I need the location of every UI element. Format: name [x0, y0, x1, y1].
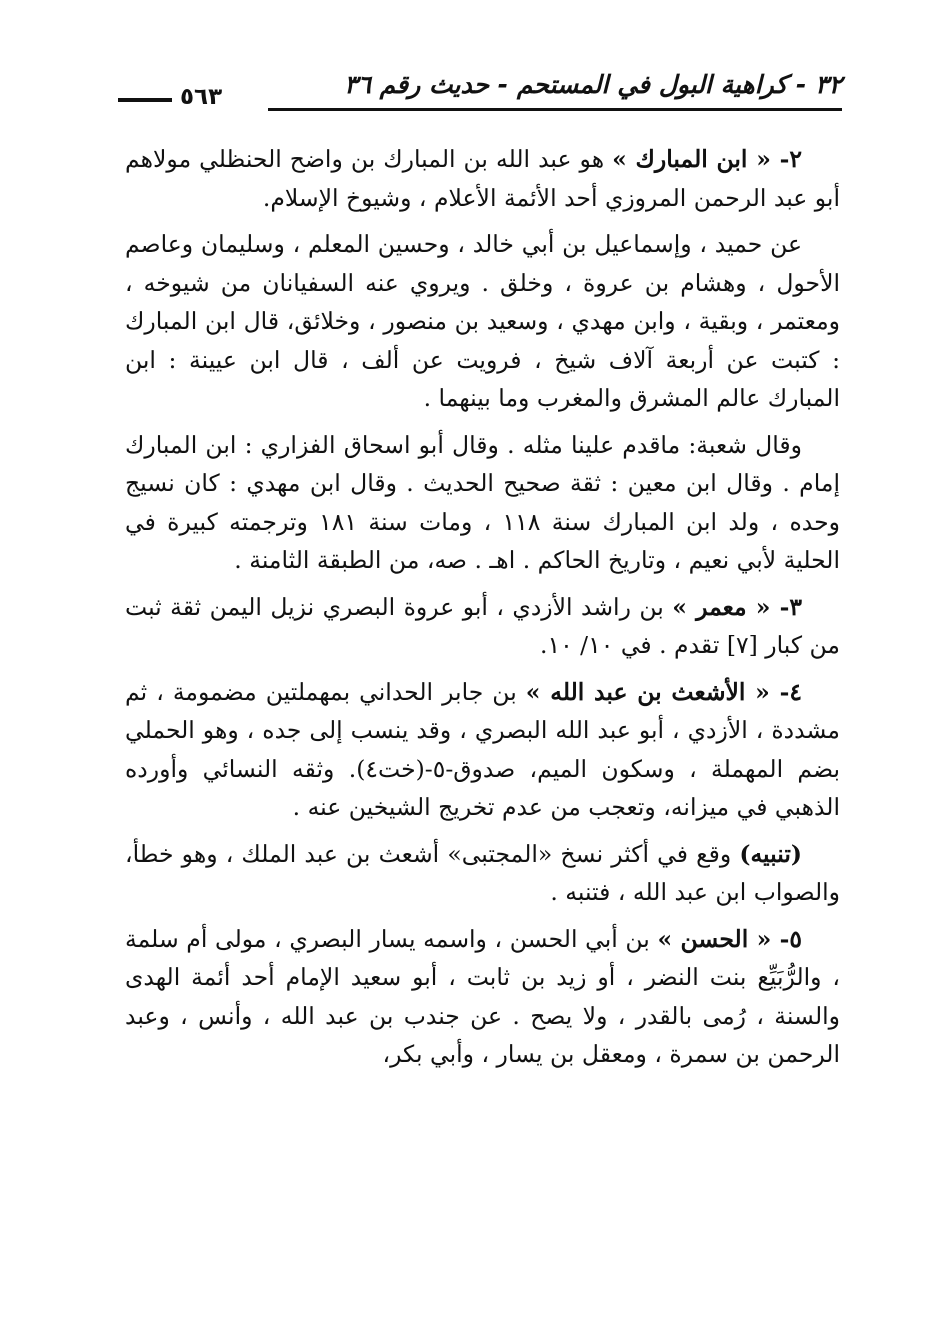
- page-header: [118, 62, 842, 122]
- note-lead: (تنبيه): [739, 839, 802, 868]
- note-tanbih: [125, 835, 840, 912]
- entry-5-al-hasan: [125, 920, 840, 1074]
- entry-4-al-ashath: [125, 673, 840, 827]
- header-rule: [268, 108, 842, 111]
- page-number-dash: [118, 98, 172, 102]
- page-body: [125, 140, 840, 1082]
- entry-text: بن أبي الحسن ، واسمه يسار البصري ، مولى أم سلمة ، والرُّبَيِّع بنت النضر ، أو زيد بن ثابت ، أبو سعيد الإمام أحد أئمة الهدى والسنة ، رُمى بالقدر ، ولا يصح . عن جندب بن عبد الله ، وأنس ، وعبد الرحمن بن سمرة ، ومعقل بن يسار ، وأبي بكر،: [125, 924, 840, 1068]
- entry-text: بن راشد الأزدي ، أبو عروة البصري نزيل اليمن ثقة ثبت من كبار [٧] تقدم . في ١٠/ ١٠.: [125, 592, 840, 659]
- paragraph-teachers-students: [125, 225, 840, 418]
- entry-text: بن جابر الحداني بمهملتين مضمومة ، ثم مشددة ، الأزدي ، أبو عبد الله البصري ، وقد ينسب إلى جده ، وهو الحملي بضم المهملة ، وسكون الميم، صدوق-٥-(خت٤). وثقه النسائي وأورده الذهبي في ميزانه، وتعجب من عدم تخريج الشيخين عنه .: [125, 677, 840, 821]
- entry-2-ibn-al-mubarak: [125, 140, 840, 217]
- entry-lead: ٥- « الحسن »: [657, 924, 802, 953]
- paragraph-text: وقال شعبة: ماقدم علينا مثله . وقال أبو اسحاق الفزاري : ابن المبارك إمام . وقال ابن معين : ثقة صحيح الحديث . وقال ابن مهدي : كان نسيج وحده ، ولد ابن المبارك سنة ١١٨ ، ومات سنة ١٨١ وترجمته كبيرة في الحلية لأبي نعيم ، وتاريخ الحاكم . اهـ . صه، من الطبقة الثامنة .: [125, 430, 840, 574]
- paragraph-praise: [125, 426, 840, 580]
- entry-lead: ٤- « الأشعث بن عبد الله »: [525, 677, 802, 706]
- running-title: ٣٢ - كراهية البول في المستحم - حديث رقم ٣٦: [344, 70, 842, 99]
- entry-text: هو عبد الله بن المبارك بن واضح الحنظلي مولاهم أبو عبد الرحمن المروزي أحد الأئمة الأعلام ، وشيوخ الإسلام.: [125, 145, 840, 212]
- paragraph-text: عن حميد ، وإسماعيل بن أبي خالد ، وحسين المعلم ، وسليمان وعاصم الأحول ، وهشام بن عروة ، وخلق . ويروي عنه السفيانان من شيوخه ، ومعتمر ، وبقية ، وابن مهدي ، وسعيد بن منصور ، وخلائق، قال ابن المبارك : كتبت عن أربعة آلاف شيخ ، فرويت عن ألف ، قال ابن عيينة : ابن المبارك عالم المشرق والمغرب وما بينهما .: [125, 230, 840, 412]
- page-number: ٥٦٣: [180, 84, 223, 110]
- note-text: وقع في أكثر نسخ «المجتبى» أشعث بن عبد الملك ، وهو خطأ، والصواب ابن عبد الله ، فتنبه .: [125, 839, 840, 906]
- entry-lead: ٣- « معمر »: [672, 592, 802, 621]
- entry-lead: ٢- « ابن المبارك »: [612, 145, 802, 173]
- entry-3-mamar: [125, 588, 840, 665]
